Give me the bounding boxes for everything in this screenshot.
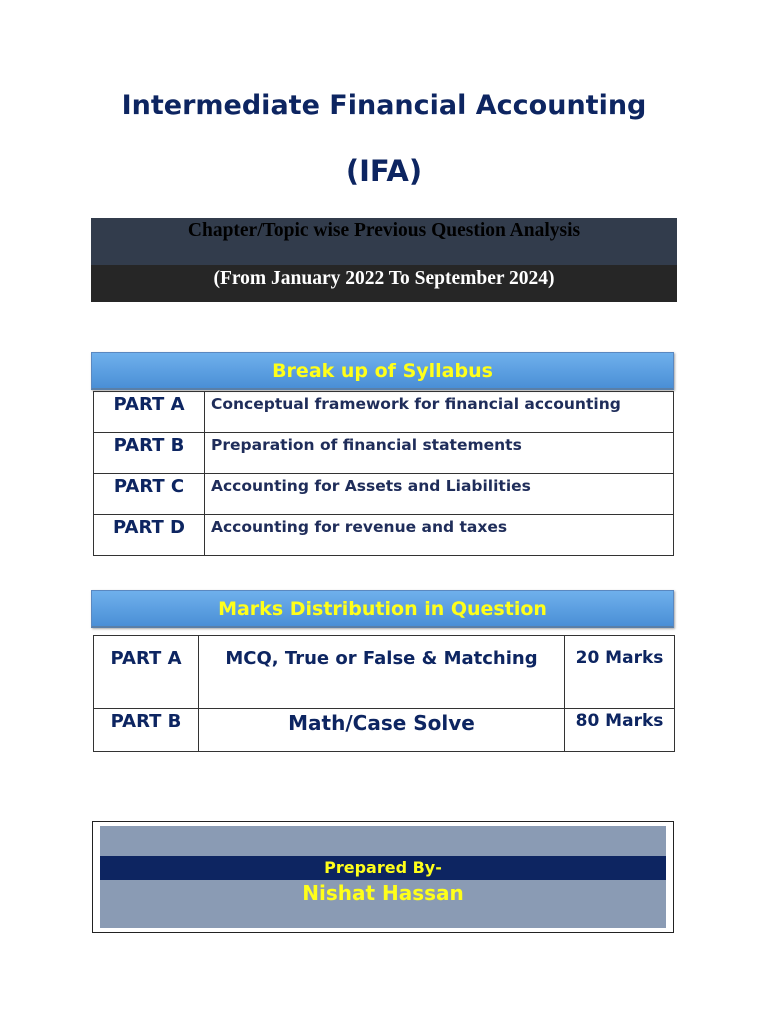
document-subtitle: (IFA) [345, 154, 423, 188]
author-name: Nishat Hassan [302, 881, 464, 905]
table-row [94, 515, 674, 556]
table-row [94, 392, 674, 433]
prepared-by-label: Prepared By- [324, 858, 442, 877]
syllabus-heading: Break up of Syllabus [91, 352, 674, 390]
table-row [94, 474, 674, 515]
syllabus-part-cell: PART C [94, 474, 205, 515]
syllabus-part-cell: PART A [94, 392, 205, 433]
marks-part-cell: PART B [94, 709, 199, 752]
document-title: Intermediate Financial Accounting [121, 90, 647, 121]
syllabus-description-cell: Conceptual framework for financial accounting [205, 392, 674, 433]
table-row [94, 433, 674, 474]
prepared-by-box [92, 821, 674, 933]
syllabus-part-cell: PART D [94, 515, 205, 556]
table-row [94, 636, 675, 709]
table-row [94, 709, 675, 752]
prepared-by-panel [100, 826, 666, 928]
marks-value-cell: 80 Marks [565, 709, 675, 752]
analysis-banner-line2: (From January 2022 To September 2024) [91, 265, 677, 302]
marks-value-cell: 20 Marks [565, 636, 675, 709]
marks-part-cell: PART A [94, 636, 199, 709]
marks-description-cell: Math/Case Solve [199, 709, 565, 752]
syllabus-description-cell: Preparation of financial statements [205, 433, 674, 474]
marks-heading: Marks Distribution in Question [91, 590, 674, 628]
syllabus-part-cell: PART B [94, 433, 205, 474]
marks-table [93, 635, 675, 752]
syllabus-table [93, 391, 674, 556]
analysis-banner [91, 218, 677, 302]
syllabus-description-cell: Accounting for Assets and Liabilities [205, 474, 674, 515]
syllabus-description-cell: Accounting for revenue and taxes [205, 515, 674, 556]
marks-description-cell: MCQ, True or False & Matching [199, 636, 565, 709]
analysis-banner-line1: Chapter/Topic wise Previous Question Analysis [91, 218, 677, 265]
